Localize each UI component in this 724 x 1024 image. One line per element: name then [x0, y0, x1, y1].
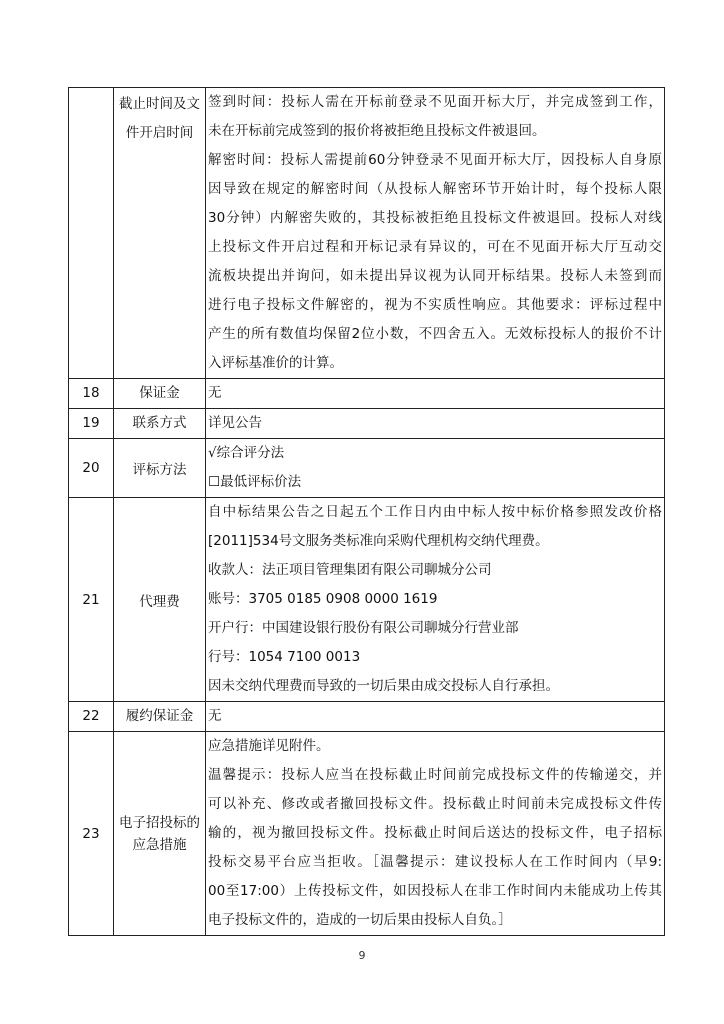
content-line: 未在开标前完成签到的报价将被拒绝且投标文件被退回。: [208, 123, 546, 139]
content-line: 无: [208, 708, 222, 724]
row-name-cell: [114, 88, 206, 379]
content-line: 电子投标文件的，造成的一切后果由投标人自负。］: [208, 912, 512, 928]
content-line: 账号：3705 0185 0908 0000 1619: [208, 591, 438, 607]
row-name-line: 电子招投标的: [119, 814, 200, 831]
check-mark-icon: √: [208, 445, 217, 461]
content-line: [2011]534号文服务类标准向采购代理机构交纳代理费。: [208, 533, 549, 549]
row-name-cell: 代理费: [114, 498, 206, 702]
row-number-cell: 18: [69, 379, 114, 409]
evaluation-option-lowest-price: ☐最低评标价法: [208, 474, 302, 490]
page-number: 9: [358, 949, 366, 962]
row-number-cell: [69, 88, 114, 379]
row-number-cell: 22: [69, 702, 114, 732]
empty-checkbox-icon: ☐: [208, 474, 221, 490]
table-row-23: [69, 732, 665, 936]
content-line: 可以补充、修改或者撤回投标文件。投标截止时间前未完成投标文件传: [208, 796, 662, 812]
content-line: 30分钟）内解密失败的，其投标被拒绝且投标文件被退回。投标人对线: [208, 210, 662, 226]
content-line: 因导致在规定的解密时间（从投标人解密环节开始计时，每个投标人限: [208, 181, 662, 197]
row-content-cell: [206, 498, 665, 702]
content-line: 进行电子投标文件解密的，视为不实质性响应。其他要求：评标过程中: [208, 297, 662, 313]
content-line: 详见公告: [208, 415, 262, 431]
row-number-cell: 19: [69, 409, 114, 439]
row-name-cell: 保证金: [114, 379, 206, 409]
row-name-cell: 联系方式: [114, 409, 206, 439]
content-line: 流板块提出并询问，如未提出异议视为认同开标结果。投标人未签到而: [208, 268, 662, 284]
row-number-cell: 23: [69, 732, 114, 936]
table-row-21: [69, 498, 665, 702]
content-line: 解密时间：投标人需提前60分钟登录不见面开标大厅，因投标人自身原: [208, 152, 662, 168]
content-line: 00至17:00）上传投标文件，如因投标人在非工作时间内未能成功上传其: [208, 883, 662, 899]
row-name-line: 件开启时间: [125, 125, 194, 141]
content-line: 行号：1054 7100 0013: [208, 649, 361, 665]
row-content-cell: [206, 439, 665, 498]
content-line: 因未交纳代理费而导致的一切后果由成交投标人自行承担。: [208, 678, 559, 694]
content-line: 签到时间：投标人需在开标前登录不见面开标大厅，并完成签到工作，: [208, 94, 662, 110]
row-name-cell: 评标方法: [114, 439, 206, 498]
row-name-line: 应急措施: [132, 836, 187, 853]
row-content-cell: [206, 732, 665, 936]
row-content-cell: [206, 88, 665, 379]
tender-info-table: [68, 87, 665, 936]
content-line: 收款人：法正项目管理集团有限公司聊城分公司: [208, 562, 492, 578]
table-row-17: [69, 88, 665, 379]
row-name-line: 截止时间及文: [119, 96, 200, 112]
content-line: 应急措施详见附件。: [208, 738, 330, 754]
content-line: 产生的所有数值均保留2位小数，不四舍五入。无效标投标人的报价不计: [208, 326, 662, 342]
table-row-20: [69, 439, 665, 498]
content-line: 无: [208, 385, 222, 401]
row-name-cell: [114, 732, 206, 936]
row-number-cell: 21: [69, 498, 114, 702]
table-row-18: [69, 379, 665, 409]
content-line: 温馨提示：投标人应当在投标截止时间前完成投标文件的传输递交，并: [208, 767, 662, 783]
row-content-cell: [206, 379, 665, 409]
table-row-22: [69, 702, 665, 732]
content-line: 上投标文件开启过程和开标记录有异议的，可在不见面开标大厅互动交: [208, 239, 662, 255]
content-line: 投标交易平台应当拒收。［温馨提示：建议投标人在工作时间内（早9:: [208, 854, 662, 870]
row-content-cell: [206, 702, 665, 732]
content-line: 自中标结果公告之日起五个工作日内由中标人按中标价格参照发改价格: [208, 504, 662, 520]
table-row-19: [69, 409, 665, 439]
row-number-cell: 20: [69, 439, 114, 498]
content-line: 输的，视为撤回投标文件。投标截止时间后送达的投标文件，电子招标: [208, 825, 662, 841]
evaluation-option-comprehensive: √综合评分法: [208, 445, 285, 461]
row-name-cell: 履约保证金: [114, 702, 206, 732]
content-line: 入评标基准价的计算。: [208, 355, 343, 371]
row-content-cell: [206, 409, 665, 439]
content-line: 开户行：中国建设银行股份有限公司聊城分行营业部: [208, 620, 519, 636]
